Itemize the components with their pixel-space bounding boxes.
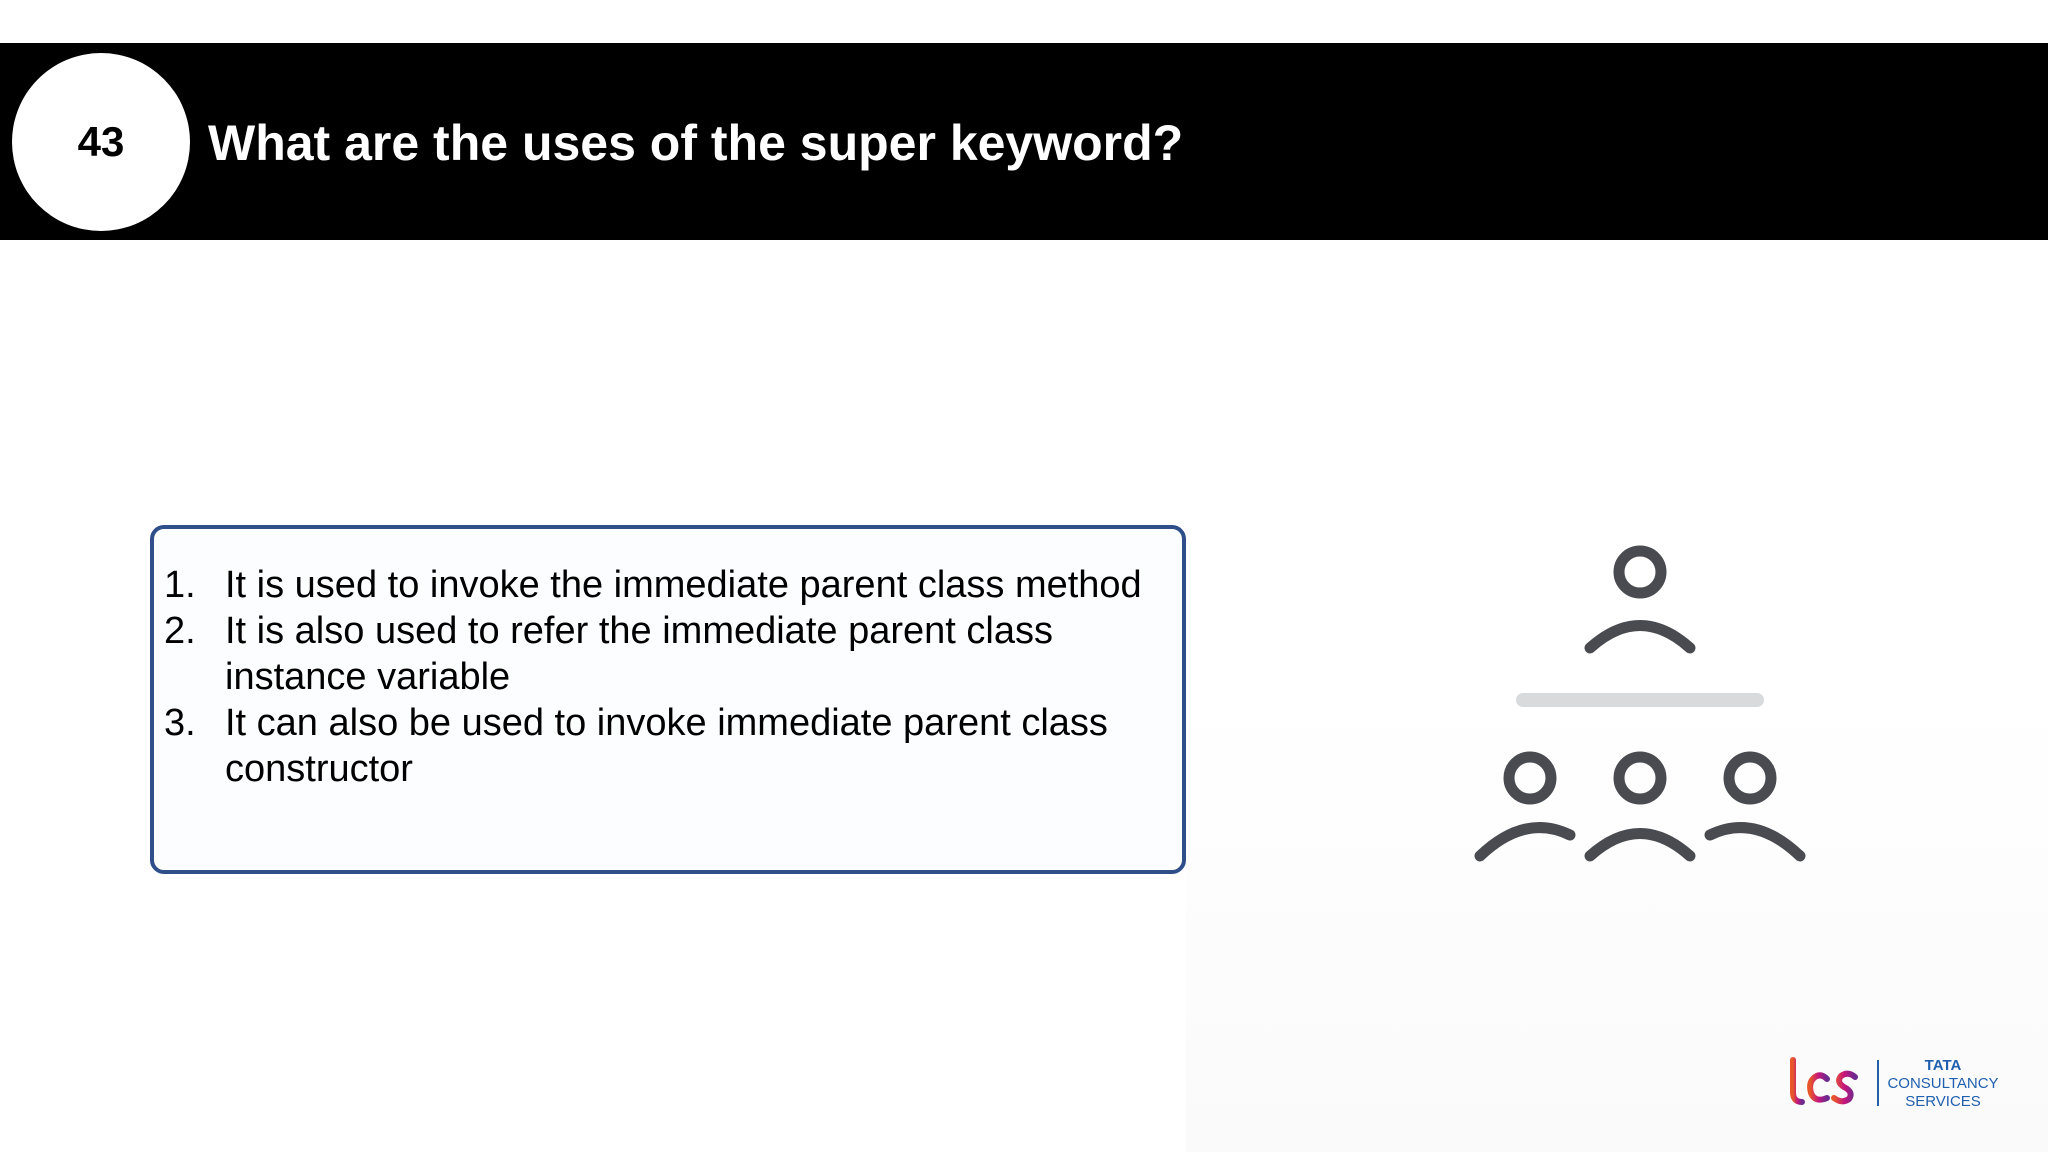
left-person-head-icon (1509, 757, 1551, 799)
answer-number: 1. (164, 564, 196, 606)
left-person-body-icon (1480, 828, 1570, 856)
right-person-head-icon (1729, 757, 1771, 799)
answer-list (164, 562, 1174, 792)
answer-number: 2. (164, 610, 196, 652)
answer-item-3 (164, 700, 1174, 792)
question-number: 43 (77, 118, 125, 165)
answer-number: 3. (164, 702, 196, 744)
logo-line-tata: TATA (1924, 1057, 1962, 1074)
logo-line-consultancy: CONSULTANCY (1887, 1075, 1999, 1092)
answer-item-2 (164, 608, 1174, 700)
logo-line-services: SERVICES (1905, 1093, 1981, 1110)
answer-text: It can also be used to invoke immediate parent class constructor (225, 702, 1108, 790)
logo-divider (1877, 1060, 1879, 1106)
question-number-badge (12, 53, 190, 231)
top-person-body-icon (1590, 626, 1690, 649)
right-person-body-icon (1710, 828, 1800, 856)
center-person-body-icon (1590, 834, 1690, 857)
slide-title: What are the uses of the super keyword? (208, 115, 1184, 171)
center-person-head-icon (1619, 757, 1661, 799)
answer-item-1 (164, 562, 1174, 608)
hierarchy-people-icon (1470, 530, 1810, 870)
top-person-head-icon (1619, 551, 1661, 593)
tcs-wordmark (1785, 1052, 1865, 1112)
answer-text: It is used to invoke the immediate parent class method (225, 564, 1142, 606)
answer-text: It is also used to refer the immediate parent class instance variable (225, 610, 1053, 698)
tcs-logo (1785, 1052, 2005, 1118)
